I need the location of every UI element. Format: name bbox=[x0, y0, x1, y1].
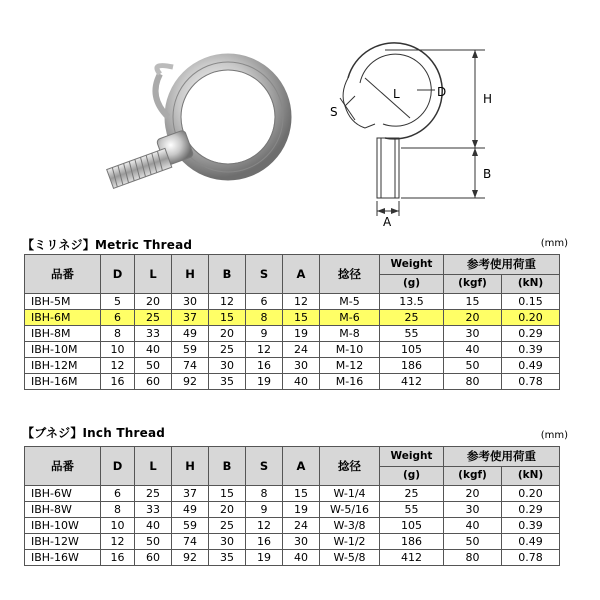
table-row bbox=[25, 358, 560, 374]
table-cell: 30 bbox=[283, 534, 320, 550]
table-cell: 0.29 bbox=[502, 326, 560, 342]
header-model: 品番 bbox=[25, 255, 101, 294]
table-row bbox=[25, 342, 560, 358]
table-cell: 16 bbox=[246, 534, 283, 550]
table-cell: M-12 bbox=[320, 358, 380, 374]
table-cell: 33 bbox=[135, 502, 172, 518]
table-cell: 0.49 bbox=[502, 534, 560, 550]
table-cell: 15 bbox=[209, 486, 246, 502]
table-cell: 0.20 bbox=[502, 310, 560, 326]
header-s: S bbox=[246, 255, 283, 294]
header-load-kn: (kN) bbox=[502, 466, 560, 486]
table-cell: W-1/4 bbox=[320, 486, 380, 502]
table-cell: W-1/2 bbox=[320, 534, 380, 550]
table-cell: W-5/16 bbox=[320, 502, 380, 518]
metric-unit: (mm) bbox=[540, 238, 568, 249]
inch-spec-table bbox=[24, 446, 560, 566]
table-cell: 30 bbox=[209, 534, 246, 550]
header-h: H bbox=[172, 255, 209, 294]
table-cell: 8 bbox=[246, 310, 283, 326]
table-row bbox=[25, 310, 560, 326]
table-cell: M-10 bbox=[320, 342, 380, 358]
table-cell: M-6 bbox=[320, 310, 380, 326]
header-h: H bbox=[172, 447, 209, 486]
table-row bbox=[25, 374, 560, 390]
table-cell: 15 bbox=[444, 294, 502, 310]
header-s: S bbox=[246, 447, 283, 486]
table-cell: 8 bbox=[246, 486, 283, 502]
model-cell: IBH-12M bbox=[25, 358, 101, 374]
label-D: D bbox=[437, 85, 447, 99]
table-cell: 33 bbox=[135, 326, 172, 342]
table-cell: 35 bbox=[209, 374, 246, 390]
table-cell: 74 bbox=[172, 534, 209, 550]
table-cell: 0.78 bbox=[502, 550, 560, 566]
table-cell: 30 bbox=[444, 326, 502, 342]
label-A: A bbox=[383, 215, 392, 228]
table-cell: 92 bbox=[172, 550, 209, 566]
table-cell: 10 bbox=[101, 518, 135, 534]
header-a: A bbox=[283, 447, 320, 486]
table-cell: W-5/8 bbox=[320, 550, 380, 566]
table-cell: 19 bbox=[246, 550, 283, 566]
table-cell: 40 bbox=[444, 518, 502, 534]
table-cell: 10 bbox=[101, 342, 135, 358]
table-cell: 20 bbox=[444, 486, 502, 502]
table-cell: 30 bbox=[444, 502, 502, 518]
table-cell: 50 bbox=[444, 534, 502, 550]
table-cell: 12 bbox=[283, 294, 320, 310]
table-cell: 0.39 bbox=[502, 342, 560, 358]
table-row bbox=[25, 534, 560, 550]
table-cell: 16 bbox=[101, 374, 135, 390]
table-cell: 0.15 bbox=[502, 294, 560, 310]
table-cell: 20 bbox=[444, 310, 502, 326]
table-cell: 186 bbox=[380, 534, 444, 550]
header-load: 参考使用荷重 bbox=[444, 447, 560, 467]
table-cell: 13.5 bbox=[380, 294, 444, 310]
inch-unit: (mm) bbox=[540, 430, 568, 441]
header-weight-unit: (g) bbox=[380, 274, 444, 294]
table-cell: 55 bbox=[380, 326, 444, 342]
table-cell: 19 bbox=[246, 374, 283, 390]
header-load-kn: (kN) bbox=[502, 274, 560, 294]
table-cell: 55 bbox=[380, 502, 444, 518]
table-cell: 15 bbox=[283, 310, 320, 326]
table-cell: 12 bbox=[101, 358, 135, 374]
header-weight: Weight bbox=[380, 255, 444, 275]
label-L: L bbox=[393, 87, 400, 101]
model-cell: IBH-16M bbox=[25, 374, 101, 390]
table-cell: 40 bbox=[283, 550, 320, 566]
table-cell: 25 bbox=[209, 518, 246, 534]
table-row bbox=[25, 518, 560, 534]
table-cell: 0.39 bbox=[502, 518, 560, 534]
table-cell: 8 bbox=[101, 326, 135, 342]
table-cell: 80 bbox=[444, 374, 502, 390]
table-cell: 25 bbox=[380, 310, 444, 326]
model-cell: IBH-16W bbox=[25, 550, 101, 566]
table-cell: 25 bbox=[380, 486, 444, 502]
model-cell: IBH-6M bbox=[25, 310, 101, 326]
metric-table-body bbox=[25, 294, 560, 390]
header-l: L bbox=[135, 447, 172, 486]
model-cell: IBH-8M bbox=[25, 326, 101, 342]
table-cell: 59 bbox=[172, 518, 209, 534]
table-cell: 20 bbox=[209, 326, 246, 342]
table-cell: 16 bbox=[246, 358, 283, 374]
table-cell: 25 bbox=[135, 486, 172, 502]
header-load: 参考使用荷重 bbox=[444, 255, 560, 275]
table-cell: 5 bbox=[101, 294, 135, 310]
header-thread: 捻径 bbox=[320, 447, 380, 486]
table-cell: 412 bbox=[380, 550, 444, 566]
table-cell: 15 bbox=[209, 310, 246, 326]
table-cell: 49 bbox=[172, 326, 209, 342]
label-H: H bbox=[483, 92, 493, 106]
table-cell: 20 bbox=[135, 294, 172, 310]
table-cell: 12 bbox=[246, 518, 283, 534]
table-cell: 49 bbox=[172, 502, 209, 518]
table-cell: 12 bbox=[209, 294, 246, 310]
table-cell: 6 bbox=[246, 294, 283, 310]
header-weight-unit: (g) bbox=[380, 466, 444, 486]
header-b: B bbox=[209, 447, 246, 486]
metric-spec-table bbox=[24, 254, 560, 390]
table-cell: 50 bbox=[135, 534, 172, 550]
table-cell: 186 bbox=[380, 358, 444, 374]
header-a: A bbox=[283, 255, 320, 294]
table-cell: 9 bbox=[246, 326, 283, 342]
table-cell: 30 bbox=[209, 358, 246, 374]
table-cell: 92 bbox=[172, 374, 209, 390]
table-cell: 24 bbox=[283, 342, 320, 358]
table-cell: 40 bbox=[283, 374, 320, 390]
table-cell: 105 bbox=[380, 342, 444, 358]
table-cell: 37 bbox=[172, 486, 209, 502]
model-cell: IBH-12W bbox=[25, 534, 101, 550]
table-cell: 60 bbox=[135, 550, 172, 566]
table-cell: 15 bbox=[283, 486, 320, 502]
header-load-kgf: (kgf) bbox=[444, 466, 502, 486]
header-l: L bbox=[135, 255, 172, 294]
table-cell: 40 bbox=[135, 342, 172, 358]
table-row bbox=[25, 326, 560, 342]
table-cell: 0.78 bbox=[502, 374, 560, 390]
table-cell: 9 bbox=[246, 502, 283, 518]
header-d: D bbox=[101, 255, 135, 294]
table-cell: 19 bbox=[283, 502, 320, 518]
table-cell: 0.49 bbox=[502, 358, 560, 374]
header-d: D bbox=[101, 447, 135, 486]
table-cell: 412 bbox=[380, 374, 444, 390]
eye-bolt-photo bbox=[98, 42, 303, 212]
metric-section-title: 【ミリネジ】Metric Thread bbox=[22, 238, 193, 252]
inch-section-title: 【ブネジ】Inch Thread bbox=[22, 426, 166, 440]
table-cell: 80 bbox=[444, 550, 502, 566]
table-row bbox=[25, 294, 560, 310]
table-cell: 8 bbox=[101, 502, 135, 518]
header-b: B bbox=[209, 255, 246, 294]
table-cell: 74 bbox=[172, 358, 209, 374]
table-cell: 12 bbox=[101, 534, 135, 550]
model-cell: IBH-10M bbox=[25, 342, 101, 358]
label-B: B bbox=[483, 167, 492, 181]
inch-table-body bbox=[25, 486, 560, 566]
table-cell: 0.20 bbox=[502, 486, 560, 502]
table-cell: 25 bbox=[209, 342, 246, 358]
table-cell: W-3/8 bbox=[320, 518, 380, 534]
label-S: S bbox=[330, 105, 338, 119]
table-cell: 37 bbox=[172, 310, 209, 326]
header-model: 品番 bbox=[25, 447, 101, 486]
table-cell: 16 bbox=[101, 550, 135, 566]
table-row bbox=[25, 502, 560, 518]
table-cell: 40 bbox=[135, 518, 172, 534]
table-cell: 6 bbox=[101, 486, 135, 502]
table-row bbox=[25, 486, 560, 502]
table-cell: 30 bbox=[172, 294, 209, 310]
table-cell: 50 bbox=[444, 358, 502, 374]
table-cell: 25 bbox=[135, 310, 172, 326]
table-cell: 105 bbox=[380, 518, 444, 534]
dimension-diagram bbox=[315, 38, 505, 228]
table-cell: M-5 bbox=[320, 294, 380, 310]
table-cell: 20 bbox=[209, 502, 246, 518]
table-cell: 0.29 bbox=[502, 502, 560, 518]
table-cell: M-8 bbox=[320, 326, 380, 342]
header-load-kgf: (kgf) bbox=[444, 274, 502, 294]
table-cell: M-16 bbox=[320, 374, 380, 390]
header-thread: 捻径 bbox=[320, 255, 380, 294]
table-cell: 59 bbox=[172, 342, 209, 358]
table-cell: 40 bbox=[444, 342, 502, 358]
table-row bbox=[25, 550, 560, 566]
model-cell: IBH-10W bbox=[25, 518, 101, 534]
model-cell: IBH-5M bbox=[25, 294, 101, 310]
model-cell: IBH-6W bbox=[25, 486, 101, 502]
table-cell: 24 bbox=[283, 518, 320, 534]
header-weight: Weight bbox=[380, 447, 444, 467]
table-cell: 60 bbox=[135, 374, 172, 390]
table-cell: 12 bbox=[246, 342, 283, 358]
table-cell: 50 bbox=[135, 358, 172, 374]
table-cell: 6 bbox=[101, 310, 135, 326]
table-cell: 35 bbox=[209, 550, 246, 566]
table-cell: 19 bbox=[283, 326, 320, 342]
table-cell: 30 bbox=[283, 358, 320, 374]
model-cell: IBH-8W bbox=[25, 502, 101, 518]
